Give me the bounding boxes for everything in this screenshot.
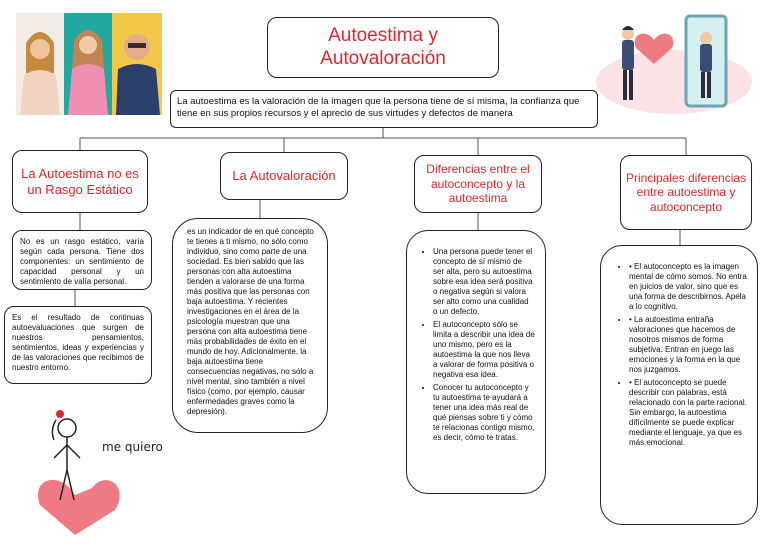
title-text: Autoestima y Autovaloración — [320, 24, 446, 69]
branch-heading-text: La Autoestima no es un Rasgo Estático — [21, 165, 139, 197]
branch-box-diferencias — [406, 230, 546, 494]
list-item: • • El autoconcepto es la imagen mental de cómo somos. No entra en juicios de valor, sino que es una forma de describirnos. Apela a lo cognitivo. — [629, 262, 747, 312]
definition-box — [170, 90, 598, 128]
mirror-heart-illustration — [594, 10, 754, 118]
list-item: • • El autoconcepto se puede describir con palabras, está relacionado con la parte racional. Sin embargo, la autoestima difícilmente se puede explicar mediante el lenguaje, ya que es más emocional. — [629, 378, 747, 448]
branch-heading-rasgo-estatico — [12, 150, 148, 213]
list-item: • Conocer tu autoconcepto y tu autoestima te ayudará a tener una idea más real de qué piensas sobre ti y cómo te relacionas contigo mismo, es decir, cómo te tratas. — [433, 383, 535, 443]
people-photo-strip — [16, 13, 162, 115]
branch-heading-principales — [620, 155, 752, 230]
branch-heading-autovaloracion — [220, 152, 348, 200]
branch-box-text: No es un rasgo estático, varía según cada persona. Tiene dos componentes: un sentimiento de capacidad personal y un sentimiento de valía personal. — [20, 237, 144, 286]
title-box — [267, 17, 499, 78]
branch-box-componentes — [12, 230, 152, 290]
definition-text: La autoestima es la valoración de la imagen que la persona tiene de sí misma, la confianza que tiene en sus propios recursos y el aprecio de sus virtudes y defectos de manera — [177, 96, 580, 120]
branch-box-text: Es el resultado de continuas autoevaluaciones que surgen de nuestros pensamientos, sentimientos, ideas y experiencias y de las valoraciones que recibimos de nuestro entorno. — [12, 313, 144, 372]
branch-box-autoevaluaciones — [4, 306, 152, 384]
list-item: • • La autoestima entraña valoraciones que hacemos de nosotros mismos de forma subjetiva. Entran en juego las emociones y la forma en la que nos juzgamos. — [629, 315, 747, 375]
branch-box-principales — [600, 245, 758, 525]
branch-heading-diferencias — [414, 155, 542, 213]
principales-list — [615, 262, 747, 448]
branch-box-text: es un indicador de en qué concepto te tienes a ti mismo, no sólo como individuo, sino como parte de una sociedad. Es bien sabido que las personas con alta autoestima tienden a valorarse de una forma más positiva que las personas con baja autoestima. Y recientes investigaciones en el área de la psicología muestran que una persona con alta autoestima tiene más probabilidades de éxito en el mundo de hoy. Adicionalmente, la baja autoestima tiene consecuencias negativas, no sólo a nivel mental, sino también a nivel físico (como, por ejemplo, causar enfermedades graves como la depresión). — [187, 227, 314, 416]
branch-heading-text: La Autovaloración — [232, 168, 336, 184]
girl-with-heart-illustration — [20, 400, 170, 540]
me-quiero-label: me quiero — [102, 440, 163, 454]
list-item: • Una persona puede tener el concepto de sí mismo de ser alta, pero su autoestima sobre esa idea será positiva o negativa según si valora ser alto como una cualidad o un defecto. — [433, 247, 535, 317]
branch-box-autovaloracion — [172, 218, 328, 433]
diferencias-list — [419, 247, 535, 443]
list-item: • El autoconcepto sólo se limita a describir una idea de uno mismo, pero es la autoestima la que nos lleva a valorar de forma positiva o negativa esa idea. — [433, 320, 535, 380]
branch-heading-text: Principales diferencias entre autoestima y autoconcepto — [625, 170, 747, 214]
branch-heading-text: Diferencias entre el autoconcepto y la autoestima — [426, 162, 530, 206]
